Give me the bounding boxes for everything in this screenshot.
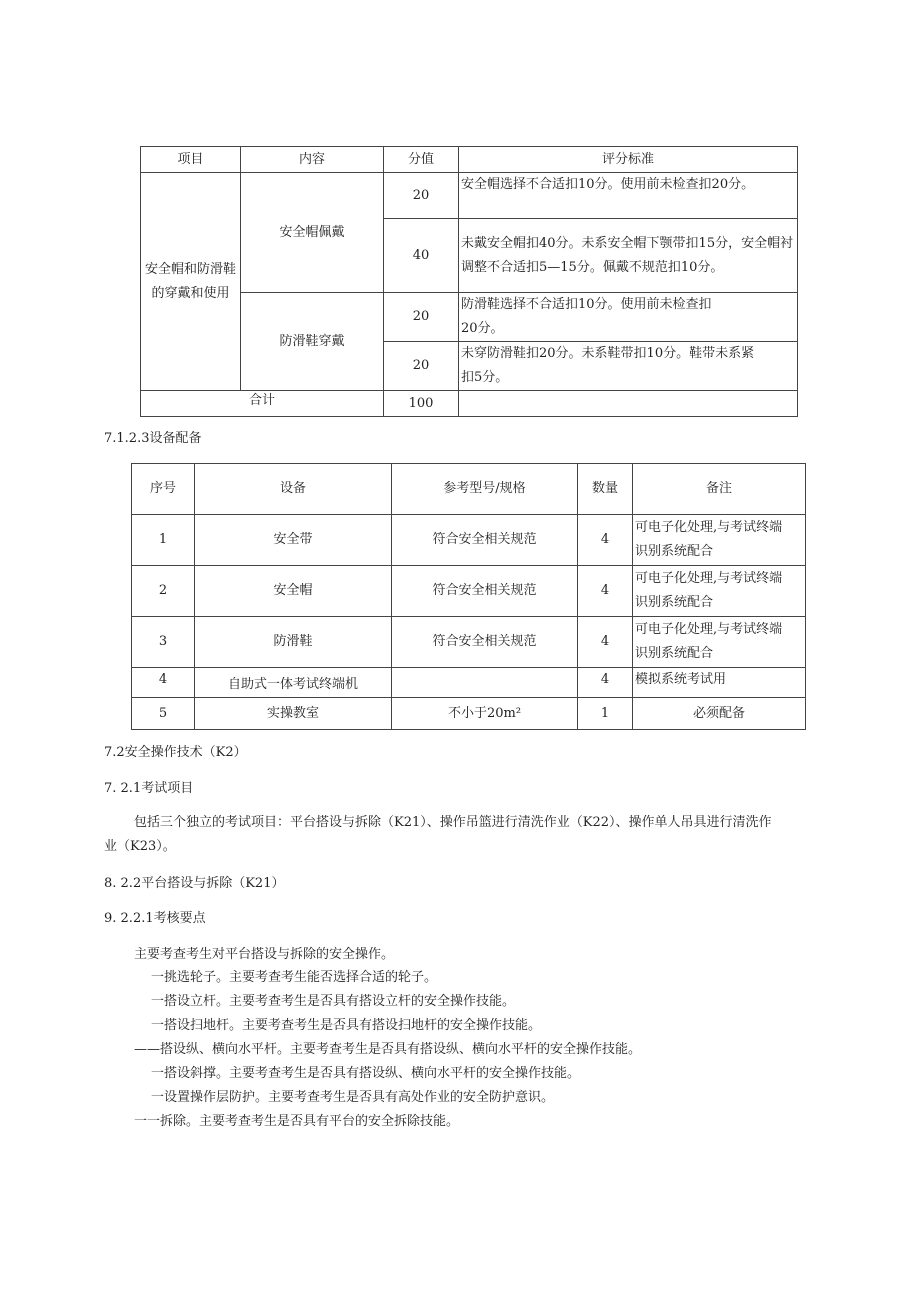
- row-spec: [392, 668, 578, 698]
- criteria-line: 防滑鞋选择不合适扣10分。使用前未检查扣: [461, 297, 712, 312]
- row-note: [633, 566, 806, 617]
- row-note: 必须配备: [633, 698, 806, 730]
- point-item: 一搭设斜撑。主要考查考生是否具有搭设纵、横向水平杆的安全操作技能。: [151, 1066, 581, 1081]
- note-line: 识别系统配合: [635, 544, 714, 559]
- row-spec: 符合安全相关规范: [392, 566, 578, 617]
- item-label: 安全帽和防滑鞋的穿戴和使用: [144, 261, 236, 301]
- row-note: [633, 515, 806, 566]
- note-line: 识别系统配合: [635, 595, 714, 610]
- row-device: 防滑鞋: [195, 617, 392, 668]
- row-device: 实操教室: [195, 698, 392, 730]
- header-score: 分值: [384, 147, 459, 173]
- row-qty: 4: [578, 566, 633, 617]
- point-item: 主要考查考生对平台搭设与拆除的安全操作。: [134, 947, 395, 962]
- header-item: 项目: [141, 147, 241, 173]
- row-spec: 不小于20m²: [392, 698, 578, 730]
- row-device: 安全帽: [195, 566, 392, 617]
- total-label: 合计: [141, 391, 384, 417]
- header-device: 设备: [195, 464, 392, 515]
- header-criteria: 评分标准: [459, 147, 798, 173]
- header-spec: 参考型号/规格: [392, 464, 578, 515]
- score-cell: 20: [384, 342, 459, 391]
- criteria-cell: 安全帽选择不合适扣10分。使用前未检查扣20分。: [459, 173, 798, 219]
- row-no: 5: [132, 698, 195, 730]
- score-cell: 20: [384, 173, 459, 219]
- point-item: 一设置操作层防护。主要考查考生是否具有高处作业的安全防护意识。: [151, 1090, 555, 1105]
- criteria-cell: 未戴安全帽扣40分。未系安全帽下颚带扣15分，安全帽衬调整不合适扣5—15分。佩戴不规范扣10分。: [459, 219, 798, 293]
- row-qty: 4: [578, 515, 633, 566]
- row-no: 3: [132, 617, 195, 668]
- row-qty: 1: [578, 698, 633, 730]
- point-item: 一搭设扫地杆。主要考查考生是否具有搭设扫地杆的安全操作技能。: [151, 1018, 542, 1033]
- row-no: 4: [132, 668, 195, 698]
- exam-items-paragraph-line1: 包括三个独立的考试项目：平台搭设与拆除（K21）、操作吊篮进行清洗作业（K22）、操作单人吊具进行清洗作: [134, 815, 772, 830]
- point-item: 一搭设立杆。主要考查考生是否具有搭设立杆的安全操作技能。: [151, 994, 516, 1009]
- content-helmet: 安全帽佩戴: [241, 173, 384, 293]
- row-qty: 4: [578, 668, 633, 698]
- note-line: 可电子化处理,与考试终端: [635, 520, 783, 535]
- note-line: 可电子化处理,与考试终端: [635, 571, 783, 586]
- heading-equipment: 7.1.2.3设备配备: [104, 431, 202, 446]
- exam-items-paragraph-line2: 业（K23）。: [104, 839, 176, 854]
- criteria-line: 未穿防滑鞋扣20分。未系鞋带扣10分。鞋带未系紧: [461, 346, 755, 361]
- row-device: 安全带: [195, 515, 392, 566]
- note-line: 可电子化处理,与考试终端: [635, 622, 783, 637]
- note-line: 识别系统配合: [635, 646, 714, 661]
- header-content: 内容: [241, 147, 384, 173]
- row-qty: 4: [578, 617, 633, 668]
- point-item: ——搭设纵、横向水平杆。主要考查考生是否具有搭设纵、横向水平杆的安全操作技能。: [134, 1042, 642, 1057]
- header-no: 序号: [132, 464, 195, 515]
- row-spec: 符合安全相关规范: [392, 515, 578, 566]
- heading-key-points: 9. 2.2.1考核要点: [104, 911, 206, 926]
- row-no: 1: [132, 515, 195, 566]
- equipment-table: [131, 463, 806, 730]
- score-cell: 40: [384, 219, 459, 293]
- score-cell: 20: [384, 293, 459, 342]
- item-cell: [141, 173, 241, 391]
- row-spec: 符合安全相关规范: [392, 617, 578, 668]
- total-value: 100: [384, 391, 459, 417]
- heading-platform: 8. 2.2平台搭设与拆除（K21）: [104, 876, 285, 891]
- row-no: 2: [132, 566, 195, 617]
- scoring-table: [140, 146, 798, 417]
- row-device: 自助式一体考试终端机: [195, 668, 392, 698]
- content-shoes: 防滑鞋穿戴: [241, 293, 384, 391]
- criteria-cell: [459, 342, 798, 391]
- total-empty: [459, 391, 798, 417]
- criteria-line: 20分。: [461, 321, 504, 336]
- header-note: 备注: [633, 464, 806, 515]
- criteria-cell: [459, 293, 798, 342]
- heading-safety-technique: 7.2安全操作技术（K2）: [104, 745, 247, 760]
- heading-exam-items: 7. 2.1考试项目: [104, 781, 194, 796]
- row-note: 模拟系统考试用: [633, 668, 806, 698]
- point-item: 一一拆除。主要考查考生是否具有平台的安全拆除技能。: [134, 1114, 460, 1129]
- header-qty: 数量: [578, 464, 633, 515]
- row-note: [633, 617, 806, 668]
- criteria-line: 扣5分。: [461, 370, 509, 385]
- point-item: 一挑选轮子。主要考查考生能否选择合适的轮子。: [151, 970, 438, 985]
